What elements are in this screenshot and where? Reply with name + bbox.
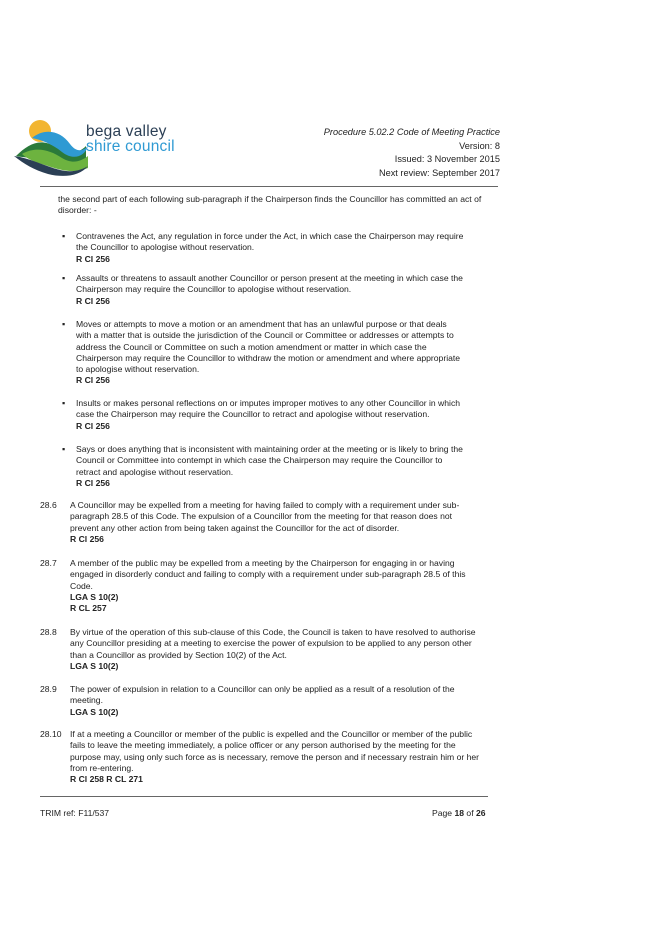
logo-wordmark — [86, 124, 175, 154]
clause-ref: R Cl 258 R CL 271 — [70, 774, 143, 785]
clause-ref: LGA S 10(2) — [70, 706, 119, 717]
clause-ref: LGA S 10(2) — [70, 660, 119, 671]
page-current: 18 — [454, 808, 465, 818]
clause-line: The power of expulsion in relation to a Councillor can only be applied as a result of a resolution of the — [70, 684, 455, 694]
page-number — [432, 808, 486, 818]
bullet-line: retract and apologise without reservation. — [76, 466, 234, 477]
clause-28-6 — [70, 500, 506, 545]
clause-28-7 — [70, 558, 506, 614]
clause-line: A Councillor may be expelled from a meeting for having failed to comply with a requirement under sub- — [70, 500, 460, 510]
clause-line: than a Councillor as provided by Section 10(2) of the Act. — [70, 649, 287, 660]
clause-28-8 — [70, 627, 506, 672]
bullet-line: with a matter that is outside the jurisdiction of the Council or Committee or addresses or attempts to — [76, 330, 454, 341]
page-prefix: Page — [432, 808, 455, 818]
procedure-info — [324, 126, 500, 180]
clause-line: purpose may, using only such force as is necessary, remove the person and if necessary restrain him or her — [70, 751, 480, 762]
clause-line: A member of the public may be expelled from a meeting by the Chairperson for engaging in or having — [70, 558, 455, 568]
clause-number: 28.9 — [40, 684, 57, 694]
bullet-ref: R Cl 256 — [76, 295, 110, 306]
clause-line: any Councillor presiding at a meeting to exercise the power of expulsion to be applied to any person other — [70, 638, 472, 649]
clause-28-9 — [70, 684, 506, 718]
page-of: of — [464, 808, 476, 818]
logo-line2: shire council — [86, 138, 175, 155]
clause-number: 28.6 — [40, 500, 57, 510]
logo-line1: bega valley — [86, 123, 167, 140]
bullet-marker: ▪ — [62, 444, 66, 454]
bullet-line: the Councillor to apologise without reservation. — [76, 242, 255, 253]
bullet-line: Council or Committee into contempt in which case the Chairperson may require the Councillor to — [76, 455, 443, 466]
clause-line: paragraph 28.5 of this Code. The expulsion of a Councillor from the meeting for that reason does not — [70, 511, 453, 522]
version: Version: 8 — [459, 140, 500, 151]
clause-line: from re-entering. — [70, 762, 134, 773]
header-divider — [40, 186, 498, 187]
bullet-line: Insults or makes personal reflections on or imputes improper motives to any other Councillor in which — [76, 398, 461, 408]
bullet-ref: R Cl 256 — [76, 477, 110, 488]
bullet-line: Chairperson may require the Councillor to withdraw the motion or amendment and where appropriate — [76, 352, 461, 363]
bullet-line: case the Chairperson may require the Councillor to retract and apologise without reservation. — [76, 409, 430, 420]
clause-ref: R CL 257 — [70, 603, 107, 614]
bullet-ref: R Cl 256 — [76, 253, 110, 264]
bullet-ref: R Cl 256 — [76, 375, 110, 386]
issued-date: Issued: 3 November 2015 — [394, 154, 500, 165]
page-total: 26 — [475, 808, 486, 818]
clause-line: fails to leave the meeting immediately, a police officer or any person authorised by the meeting for the — [70, 740, 456, 751]
bullet-marker: ▪ — [62, 319, 66, 329]
bullet-item-2 — [76, 273, 506, 307]
bullet-line: Contravenes the Act, any regulation in force under the Act, in which case the Chairperson may require — [76, 231, 464, 241]
bullet-marker: ▪ — [62, 273, 66, 283]
bullet-line: address the Council or Committee on such a motion amendment or matter in which case the — [76, 341, 427, 352]
bullet-line: Assaults or threatens to assault another Councillor or person present at the meeting in which case the — [76, 273, 463, 283]
procedure-title: Procedure 5.02.2 Code of Meeting Practice — [323, 127, 500, 137]
clause-number: 28.10 — [40, 729, 62, 739]
bullet-item-5 — [76, 444, 506, 489]
clause-ref: R Cl 256 — [70, 533, 104, 544]
clause-line: By virtue of the operation of this sub-clause of this Code, the Council is taken to have resolved to authorise — [70, 627, 476, 637]
clause-number: 28.8 — [40, 627, 57, 637]
bullet-line: Says or does anything that is inconsistent with maintaining order at the meeting or is likely to bring the — [76, 444, 463, 454]
bullet-item-1 — [76, 231, 506, 265]
intro-text: the second part of each following sub-paragraph if the Chairperson finds the Councillor has committed an act of disorder: - — [58, 194, 482, 216]
intro-paragraph — [58, 194, 498, 217]
bullet-item-4 — [76, 398, 506, 432]
clause-line: engaged in disorderly conduct and failing to comply with a requirement under sub-paragraph 28.5 of this — [70, 569, 466, 580]
footer-divider — [40, 796, 488, 797]
bullet-line: Chairperson may require the Councillor to apologise without reservation. — [76, 284, 352, 295]
bullet-line: to apologise without reservation. — [76, 364, 200, 375]
clause-line: Code. — [70, 580, 93, 591]
bullet-marker: ▪ — [62, 398, 66, 408]
clause-line: meeting. — [70, 695, 103, 706]
bullet-ref: R Cl 256 — [76, 420, 110, 431]
next-review: Next review: September 2017 — [378, 167, 500, 178]
bullet-line: Moves or attempts to move a motion or an amendment that has an unlawful purpose or that deals — [76, 319, 447, 329]
clause-ref: LGA S 10(2) — [70, 591, 119, 602]
clause-line: If at a meeting a Councillor or member of the public is expelled and the Councillor or member of the public — [70, 729, 473, 739]
clause-28-10 — [70, 729, 510, 785]
bullet-item-3 — [76, 319, 506, 387]
clause-number: 28.7 — [40, 558, 57, 568]
trim-reference: TRIM ref: F11/537 — [40, 808, 110, 818]
bullet-marker: ▪ — [62, 231, 66, 241]
clause-line: prevent any other action from being taken against the Councillor for the act of disorder. — [70, 522, 400, 533]
